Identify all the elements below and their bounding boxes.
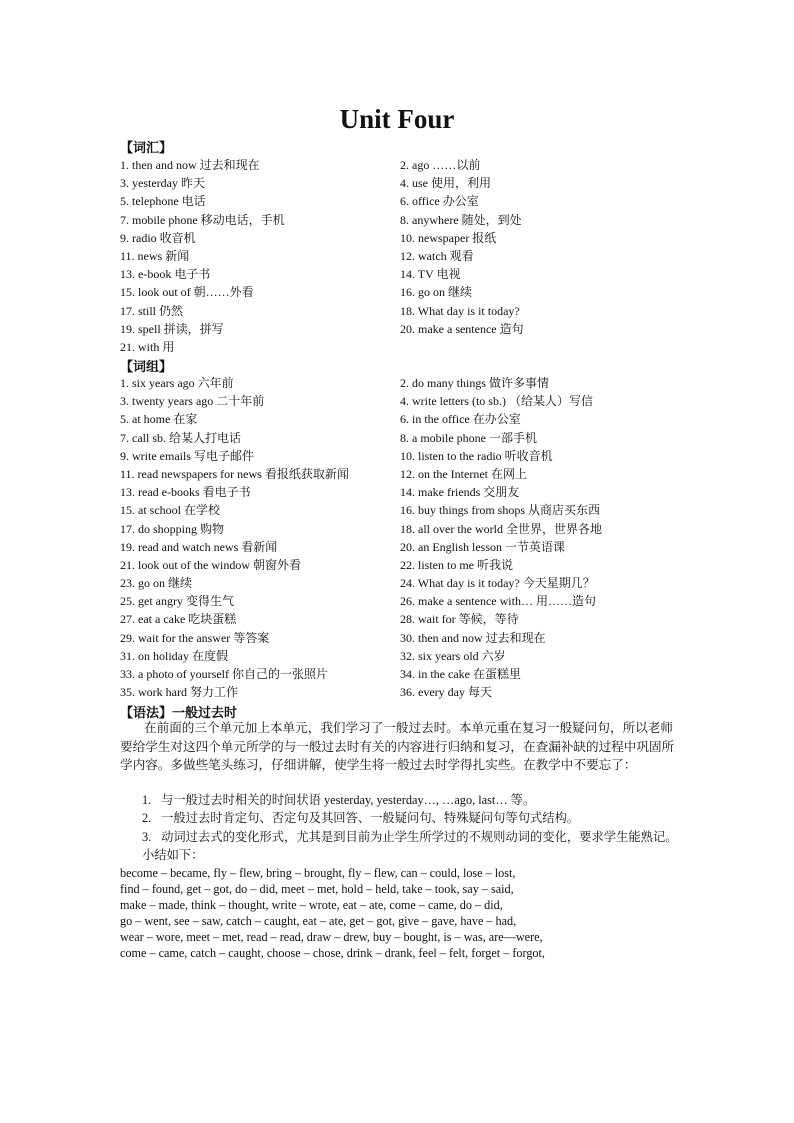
phrase-row-entry: 11. read newspapers for news 看报纸获取新闻	[120, 466, 349, 481]
vocab-row	[120, 283, 680, 301]
phrase-row	[120, 465, 680, 483]
phrase-row-entry: 22. listen to me 听我说	[400, 557, 513, 572]
phrase-row-entry: 19. read and watch news 看新闻	[120, 539, 278, 554]
phrase-row-entry: 10. listen to the radio 听收音机	[400, 448, 553, 463]
vocab-row	[120, 174, 680, 192]
phrase-row-entry: 27. eat a cake 吃块蛋糕	[120, 612, 237, 627]
verb-line: become – became, fly – flew, bring – brought, fly – flew, can – could, lose – lost,	[120, 866, 516, 880]
vocab-row-entry: 3. yesterday 昨天	[120, 176, 205, 191]
phrase-row-entry: 14. make friends 交朋友	[400, 485, 520, 500]
phrase-row-entry: 12. on the Internet 在网上	[400, 466, 527, 481]
phrase-row-entry: 21. look out of the window 朝窗外看	[120, 557, 301, 572]
vocab-row-entry: 5. telephone 电话	[120, 194, 206, 209]
phrase-row	[120, 610, 680, 628]
vocab-row	[120, 320, 680, 338]
phrase-row-entry: 18. all over the world 全世界，世界各地	[400, 521, 602, 536]
point-text: 与一般过去时相关的时间状语 yesterday, yesterday…, …ago, last… 等。	[161, 793, 536, 807]
vocab-row-entry: 18. What day is it today?	[400, 303, 520, 318]
phrase-row-entry: 25. get angry 变得生气	[120, 594, 234, 609]
phrase-row	[120, 520, 680, 538]
vocab-row	[120, 229, 680, 247]
phrase-row-entry: 28. wait for 等候，等待	[400, 612, 519, 627]
vocab-row-entry: 13. e-book 电子书	[120, 267, 211, 282]
phrase-row	[120, 665, 680, 683]
phrase-row	[120, 592, 680, 610]
phrase-row-entry: 34. in the cake 在蛋糕里	[400, 667, 521, 681]
phrase-row	[120, 647, 680, 665]
vocab-row-entry: 1. then and now 过去和现在	[120, 158, 260, 172]
phrase-row-entry: 9. write emails 写电子邮件	[120, 448, 254, 463]
grammar-point	[142, 810, 680, 828]
grammar-point	[142, 829, 680, 864]
verb-line: come – came, catch – caught, choose – chose, drink – drank, feel – felt, forget – forgot,	[120, 946, 545, 961]
vocab-row	[120, 302, 680, 320]
point-number: 2.	[142, 811, 152, 825]
vocab-row	[120, 338, 680, 356]
point-number: 1.	[142, 793, 152, 807]
phrase-row-entry: 15. at school 在学校	[120, 503, 220, 518]
point-text: 一般过去时肯定句、否定句及其回答、一般疑问句、特殊疑问句等句式结构。	[161, 811, 580, 825]
vocab-row	[120, 156, 680, 174]
verb-line: find – found, get – got, do – did, meet – met, hold – held, take – took, say – said,	[120, 882, 514, 897]
phrase-row-entry: 1. six years ago 六年前	[120, 376, 234, 390]
phrase-row	[120, 483, 680, 501]
phrase-row-entry: 6. in the office 在办公室	[400, 412, 521, 427]
vocab-row	[120, 211, 680, 229]
vocab-row-entry: 16. go on 继续	[400, 285, 473, 300]
vocab-row-entry: 7. mobile phone 移动电话，手机	[120, 212, 285, 227]
phrase-row-entry: 2. do many things 做许多事情	[400, 376, 549, 390]
vocab-row-entry: 2. ago ……以前	[400, 158, 481, 172]
vocab-row-entry: 15. look out of 朝……外看	[120, 285, 254, 300]
grammar-intro: 在前面的三个单元加上本单元，我们学习了一般过去时。本单元重在复习一般疑问句，所以老师要给学生对这四个单元所学的与一般过去时有关的内容进行归纳和复习，在查漏补缺的过程中巩固所学内容。多做些笔头练习，仔细讲解，使学生将一般过去时学得扎实些。在教学中不要忘了：	[120, 721, 675, 772]
phrase-row-entry: 8. a mobile phone 一部手机	[400, 430, 537, 445]
phrase-row-entry: 23. go on 继续	[120, 576, 193, 591]
phrase-row	[120, 538, 680, 556]
vocab-row-entry: 8. anywhere 随处，到处	[400, 212, 522, 227]
phrase-row-entry: 31. on holiday 在度假	[120, 648, 228, 663]
phrase-row	[120, 574, 680, 592]
phrase-row	[120, 447, 680, 465]
phrases-header: 【词组】	[120, 359, 173, 374]
vocab-row	[120, 192, 680, 210]
phrase-row	[120, 392, 680, 410]
phrase-row-entry: 36. every day 每天	[400, 685, 492, 700]
phrase-row	[120, 556, 680, 574]
phrase-row	[120, 429, 680, 447]
vocab-row-entry: 19. spell 拼读，拼写	[120, 321, 224, 336]
vocab-row	[120, 265, 680, 283]
phrase-row	[120, 501, 680, 519]
phrase-row	[120, 629, 680, 647]
grammar-point	[142, 792, 680, 810]
verb-line: make – made, think – thought, write – wrote, eat – ate, come – came, do – did,	[120, 898, 503, 913]
phrase-row-entry: 3. twenty years ago 二十年前	[120, 394, 265, 409]
vocab-list	[120, 156, 680, 356]
phrase-row-entry: 35. work hard 努力工作	[120, 685, 238, 700]
phrases-list	[120, 374, 680, 701]
phrase-row-entry: 4. write letters (to sb.) （给某人）写信	[400, 394, 593, 409]
vocab-row-entry: 6. office 办公室	[400, 194, 479, 209]
phrase-row	[120, 410, 680, 428]
phrase-row-entry: 24. What day is it today? 今天星期几？	[400, 576, 595, 591]
phrase-row-entry: 33. a photo of yourself 你自己的一张照片	[120, 667, 328, 681]
verb-line: go – went, see – saw, catch – caught, eat – ate, get – got, give – gave, have – had,	[120, 914, 517, 929]
phrase-row	[120, 374, 680, 392]
vocab-row-entry: 20. make a sentence 造句	[400, 321, 524, 336]
vocab-row-entry: 21. with 用	[120, 339, 175, 354]
verb-line: wear – wore, meet – met, read – read, draw – drew, buy – bought, is – was, are—were,	[120, 930, 543, 945]
vocab-row-entry: 10. newspaper 报纸	[400, 230, 497, 245]
vocab-row-entry: 9. radio 收音机	[120, 230, 196, 245]
vocab-row-entry: 4. use 使用，利用	[400, 176, 491, 191]
vocab-row-entry: 11. news 新闻	[120, 248, 190, 263]
vocab-row	[120, 247, 680, 265]
vocab-header: 【词汇】	[120, 140, 173, 155]
phrase-row-entry: 5. at home 在家	[120, 412, 198, 427]
phrase-row	[120, 683, 680, 701]
vocab-row-entry: 12. watch 观看	[400, 248, 474, 263]
irregular-verbs	[120, 865, 690, 962]
vocab-row-entry: 17. still 仍然	[120, 303, 184, 318]
phrase-row-entry: 32. six years old 六岁	[400, 648, 506, 663]
phrase-row-entry: 26. make a sentence with… 用……造句	[400, 594, 596, 609]
phrase-row-entry: 13. read e-books 看电子书	[120, 485, 251, 500]
phrase-row-entry: 29. wait for the answer 等答案	[120, 630, 270, 645]
grammar-header: 【语法】一般过去时	[120, 705, 238, 720]
point-number: 3.	[142, 830, 152, 844]
phrase-row-entry: 7. call sb. 给某人打电话	[120, 430, 241, 445]
page-title: Unit Four	[339, 104, 455, 134]
phrase-row-entry: 16. buy things from shops 从商店买东西	[400, 503, 601, 518]
point-text: 动词过去式的变化形式，尤其是到目前为止学生所学过的不规则动词的变化，要求学生能熟记。小结如下：	[142, 830, 678, 862]
vocab-row-entry: 14. TV 电视	[400, 267, 461, 282]
phrase-row-entry: 20. an English lesson 一节英语课	[400, 539, 565, 554]
phrase-row-entry: 17. do shopping 购物	[120, 521, 225, 536]
phrase-row-entry: 30. then and now 过去和现在	[400, 630, 546, 645]
